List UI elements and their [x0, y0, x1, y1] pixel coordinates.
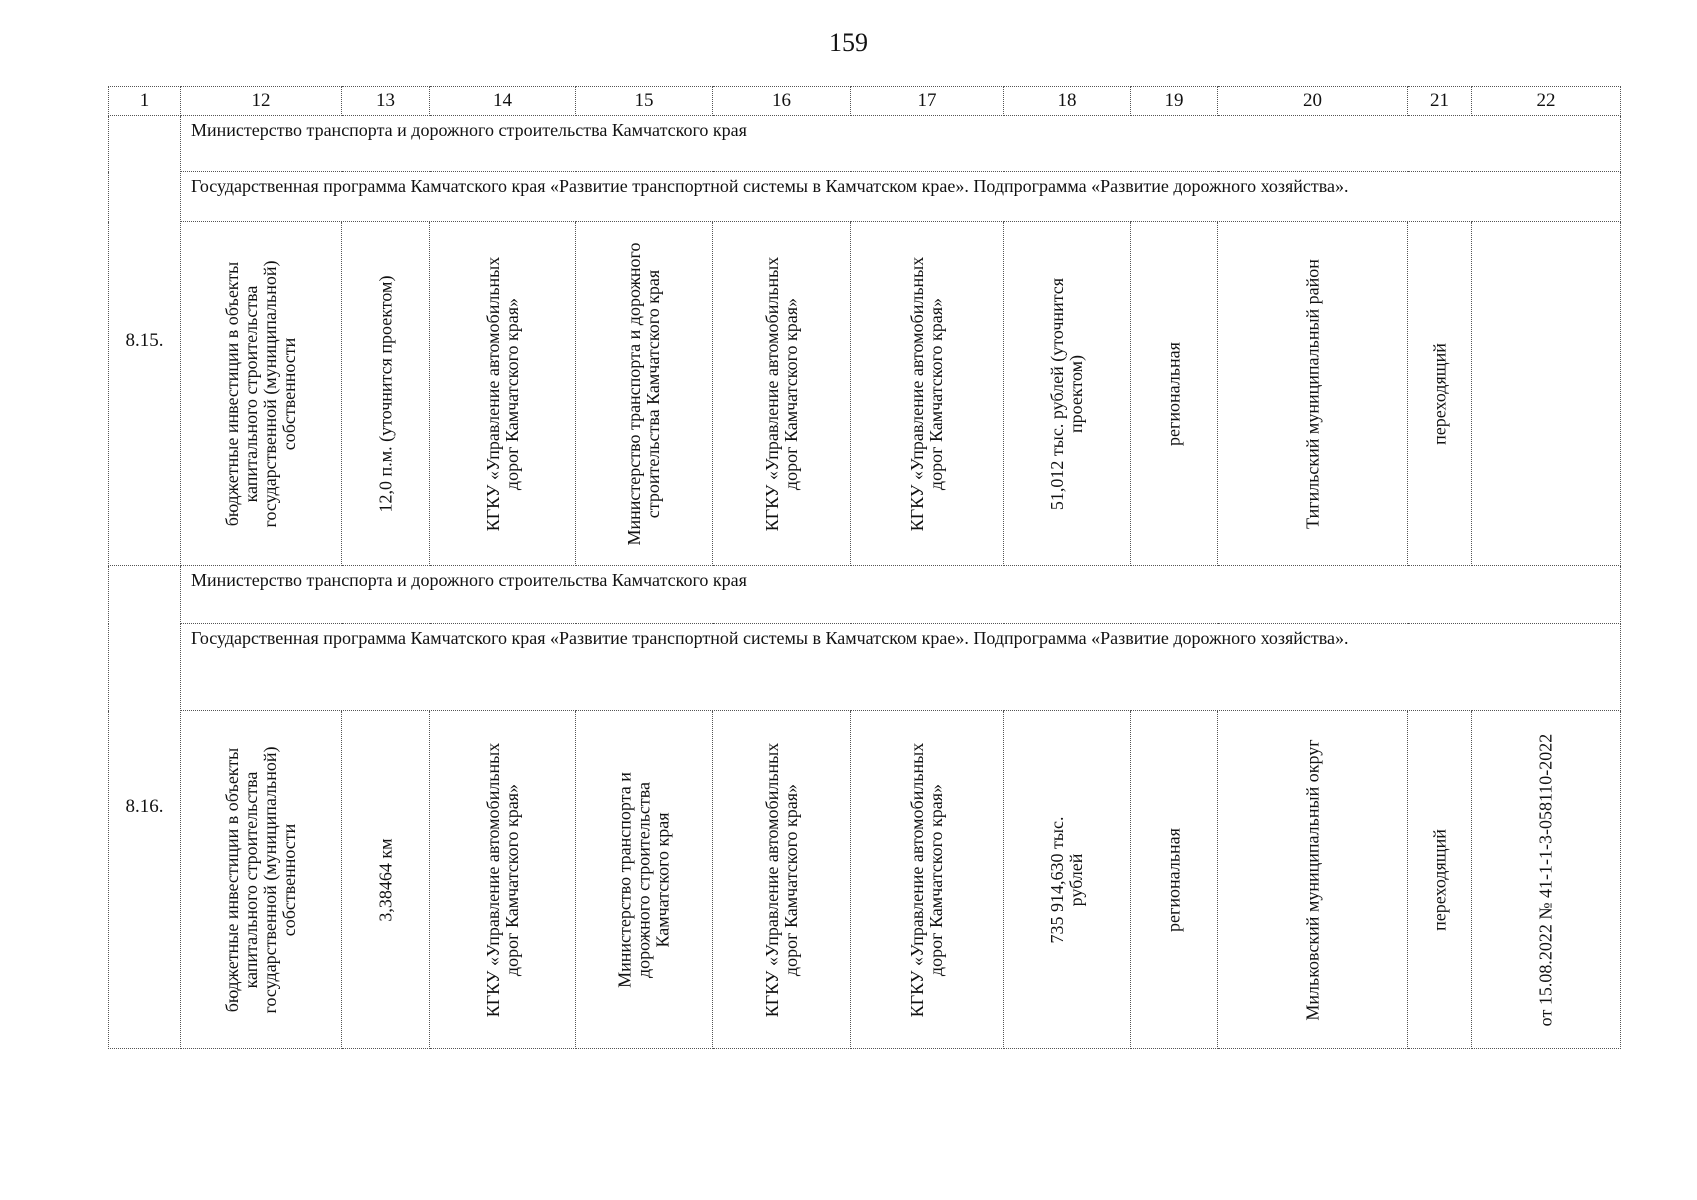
table-row: [109, 624, 1621, 711]
cell-status: [1408, 222, 1472, 566]
cell-text: Министерство транспорта и дорожного строительства Камчатского края: [614, 771, 673, 988]
column-header: 20: [1218, 87, 1408, 116]
column-header: 13: [342, 87, 430, 116]
cell-main-manager: [576, 222, 713, 566]
cell-investment-type: [181, 222, 342, 566]
cell-estimated-cost: [1004, 711, 1131, 1049]
column-header: 21: [1408, 87, 1472, 116]
cell-customer: [430, 222, 576, 566]
cell-developer: [713, 222, 851, 566]
cell-expertise: [1472, 711, 1621, 1049]
cell-text: КГКУ «Управление автомобильных дорог Камчатского края»: [482, 742, 522, 1017]
program-band: Государственная программа Камчатского края «Развитие транспортной системы в Камчатском крае». Подпрограмма «Развитие дорожного хозяйства».: [181, 172, 1621, 222]
column-header: 17: [851, 87, 1004, 116]
cell-recipient: [851, 711, 1004, 1049]
cell-investment-type: [181, 711, 342, 1049]
program-band: Государственная программа Камчатского края «Развитие транспортной системы в Камчатском крае». Подпрограмма «Развитие дорожного хозяйства».: [181, 624, 1621, 711]
cell-text: региональная: [1163, 341, 1184, 446]
cell-text: Министерство транспорта и дорожного строительства Камчатского края: [624, 242, 663, 545]
entry-number: 8.15.: [109, 116, 181, 566]
cell-text: переходящий: [1429, 342, 1450, 445]
cell-main-manager: [576, 711, 713, 1049]
cell-text: КГКУ «Управление автомобильных дорог Камчатского края»: [907, 742, 946, 1017]
cell-text: КГКУ «Управление автомобильных дорог Камчатского края»: [482, 256, 522, 531]
cell-text: региональная: [1163, 827, 1184, 932]
cell-text: КГКУ «Управление автомобильных дорог Камчатского края»: [761, 742, 801, 1017]
cell-text: бюджетные инвестиции в объекты капитального строительства государственной (муниципальной) собственности: [222, 746, 299, 1013]
column-header: 19: [1131, 87, 1218, 116]
cell-text: от 15.08.2022 № 41-1-1-3-058110-2022: [1535, 733, 1556, 1026]
cell-ownership: [1131, 222, 1218, 566]
projects-table: [108, 86, 1621, 1049]
ministry-band: Министерство транспорта и дорожного строительства Камчатского края: [181, 566, 1621, 624]
column-header: 16: [713, 87, 851, 116]
cell-text: КГКУ «Управление автомобильных дорог Камчатского края»: [761, 256, 801, 531]
cell-developer: [713, 711, 851, 1049]
cell-text: 51,012 тыс. рублей (уточнится проектом): [1047, 277, 1086, 510]
cell-text: 12,0 п.м. (уточнится проектом): [375, 275, 396, 512]
cell-text: Тигильский муниципальный район: [1302, 258, 1323, 529]
cell-capacity: [342, 711, 430, 1049]
cell-text: 3,38464 км: [375, 837, 396, 922]
column-header: 22: [1472, 87, 1621, 116]
cell-location: [1218, 222, 1408, 566]
cell-text: КГКУ «Управление автомобильных дорог Камчатского края»: [907, 256, 946, 531]
table-row: [109, 116, 1621, 172]
column-number-row: [109, 87, 1621, 116]
cell-text: переходящий: [1429, 828, 1450, 931]
cell-recipient: [851, 222, 1004, 566]
cell-text: бюджетные инвестиции в объекты капитального строительства государственной (муниципальной) собственности: [222, 260, 299, 527]
table-row: [109, 566, 1621, 624]
cell-location: [1218, 711, 1408, 1049]
column-header: 15: [576, 87, 713, 116]
column-header: 1: [109, 87, 181, 116]
table-row: [109, 222, 1621, 566]
cell-customer: [430, 711, 576, 1049]
cell-text: 735 914,630 тыс. рублей: [1047, 816, 1086, 943]
page-number: 159: [829, 28, 868, 57]
cell-ownership: [1131, 711, 1218, 1049]
column-header: 14: [430, 87, 576, 116]
entry-number: 8.16.: [109, 566, 181, 1049]
table-row: [109, 172, 1621, 222]
column-header: 12: [181, 87, 342, 116]
cell-capacity: [342, 222, 430, 566]
cell-text: Мильковский муниципальный округ: [1302, 738, 1323, 1021]
column-header: 18: [1004, 87, 1131, 116]
cell-expertise: [1472, 222, 1621, 566]
table-row: [109, 711, 1621, 1049]
cell-estimated-cost: [1004, 222, 1131, 566]
ministry-band: Министерство транспорта и дорожного строительства Камчатского края: [181, 116, 1621, 172]
cell-status: [1408, 711, 1472, 1049]
